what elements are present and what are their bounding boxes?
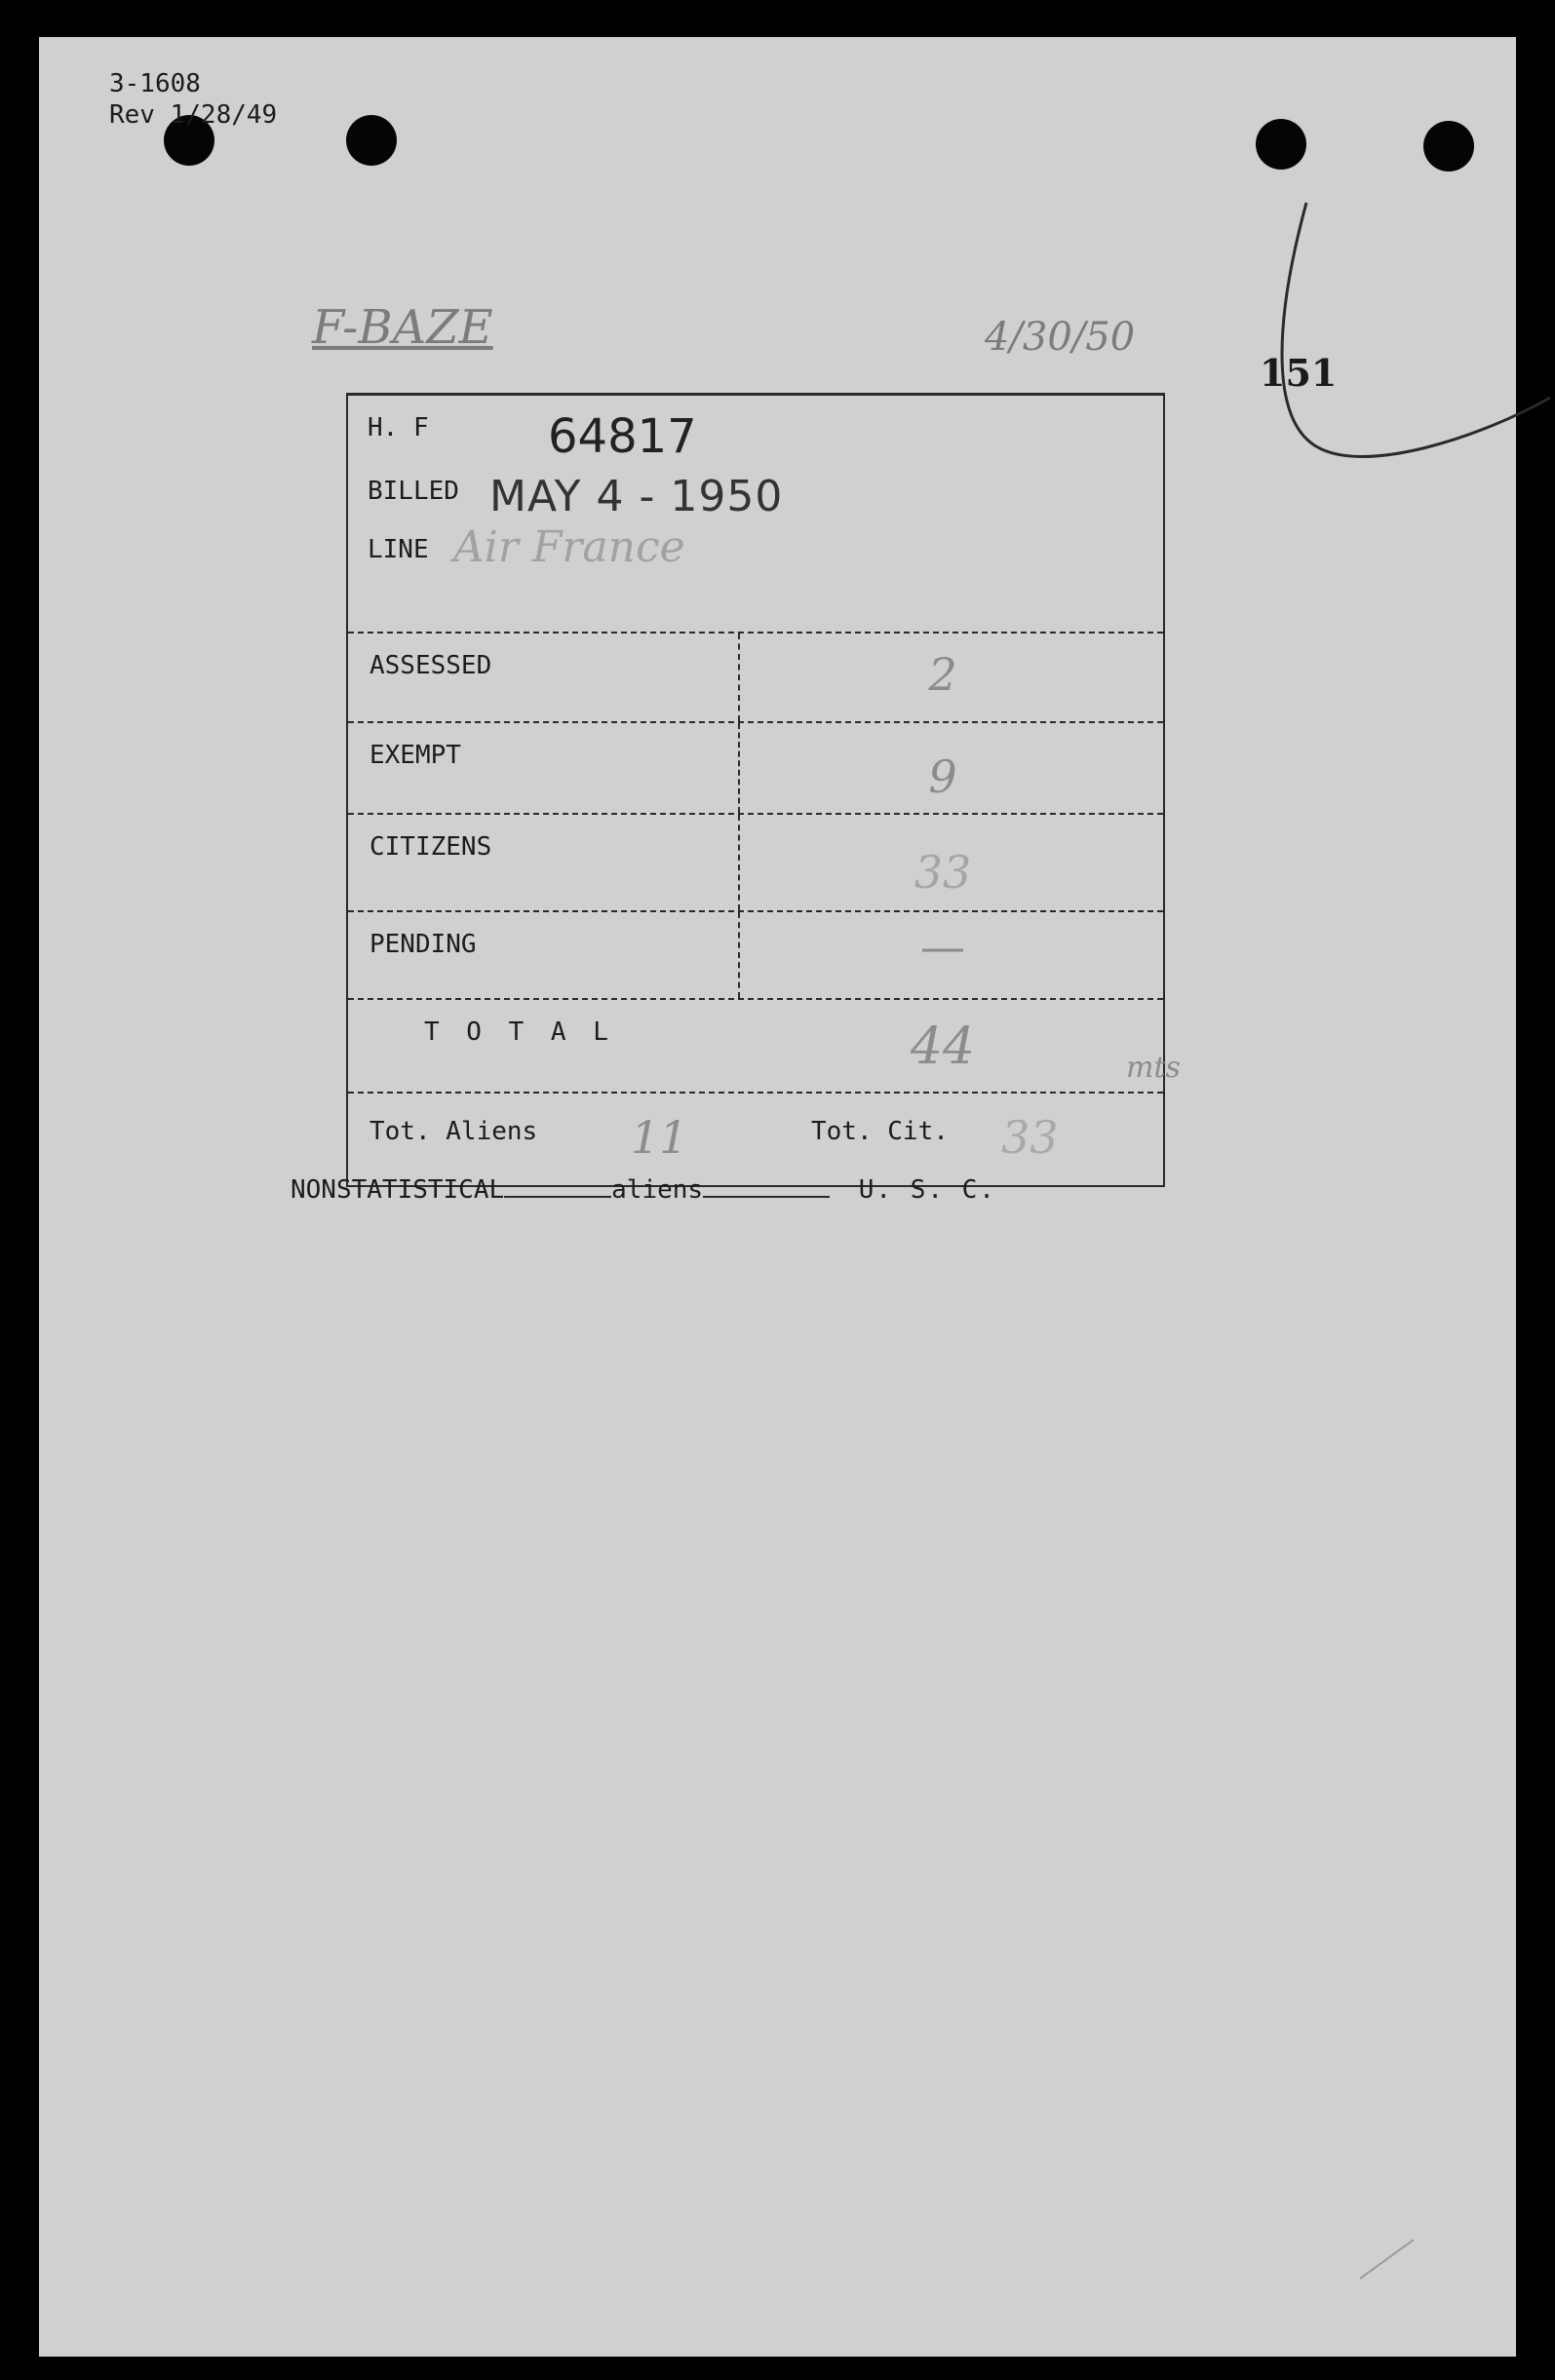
aliens-total-value: 11	[631, 1111, 688, 1164]
table-row	[348, 632, 1163, 721]
billed-label: BILLED	[368, 477, 459, 506]
nonstatistical-label: NONSTATISTICAL	[291, 1175, 505, 1205]
nonstatistical-blank	[504, 1196, 611, 1198]
citizens-total-label: Tot. Cit.	[811, 1117, 949, 1146]
row-label: EXEMPT	[369, 741, 461, 770]
table-row	[348, 813, 1163, 910]
aliens-label: aliens	[611, 1175, 704, 1205]
line-label: LINE	[368, 535, 429, 564]
total-row	[348, 998, 1163, 1092]
totals-row	[348, 1092, 1163, 1187]
column-divider	[738, 815, 740, 910]
row-label: CITIZENS	[369, 832, 492, 862]
page-number-bracket	[1238, 164, 1555, 485]
aliens-total-label: Tot. Aliens	[369, 1117, 538, 1146]
row-value: 2	[928, 648, 957, 701]
column-divider	[738, 912, 740, 998]
form-code: 3-1608	[109, 69, 201, 98]
total-label: T O T A L	[424, 1017, 614, 1047]
row-label: PENDING	[369, 930, 477, 959]
usc-label: U. S. C.	[858, 1175, 996, 1205]
page-number: 151	[1260, 351, 1338, 395]
row-value: 9	[928, 750, 957, 803]
billed-stamp: MAY 4 - 1950	[489, 472, 784, 521]
punch-hole	[346, 115, 397, 166]
form-revision: Rev 1/28/49	[109, 100, 278, 130]
stray-mark	[1355, 2235, 1423, 2284]
form-header-block	[346, 393, 1165, 634]
document-page	[39, 37, 1516, 2357]
total-value: 44	[910, 1017, 976, 1076]
nonstatistical-line	[291, 1175, 996, 1205]
form-date: 4/30/50	[985, 315, 1136, 360]
column-divider	[738, 633, 740, 721]
table-row	[348, 721, 1163, 813]
hf-number: 64817	[548, 409, 697, 464]
punch-hole	[1256, 119, 1306, 170]
aircraft-registration: F-BAZE	[312, 300, 493, 355]
line-value: Air France	[453, 522, 685, 572]
form-number	[109, 68, 277, 131]
row-label: ASSESSED	[369, 651, 492, 680]
row-value: 33	[914, 846, 972, 899]
hf-label: H. F	[368, 413, 429, 442]
column-divider	[738, 723, 740, 813]
citizens-total-value: 33	[1001, 1111, 1059, 1164]
margin-annotation: mts	[1126, 1051, 1181, 1085]
table-row	[348, 910, 1163, 998]
row-value: —	[920, 920, 965, 973]
count-table	[346, 632, 1165, 1187]
aliens-blank	[703, 1196, 830, 1198]
